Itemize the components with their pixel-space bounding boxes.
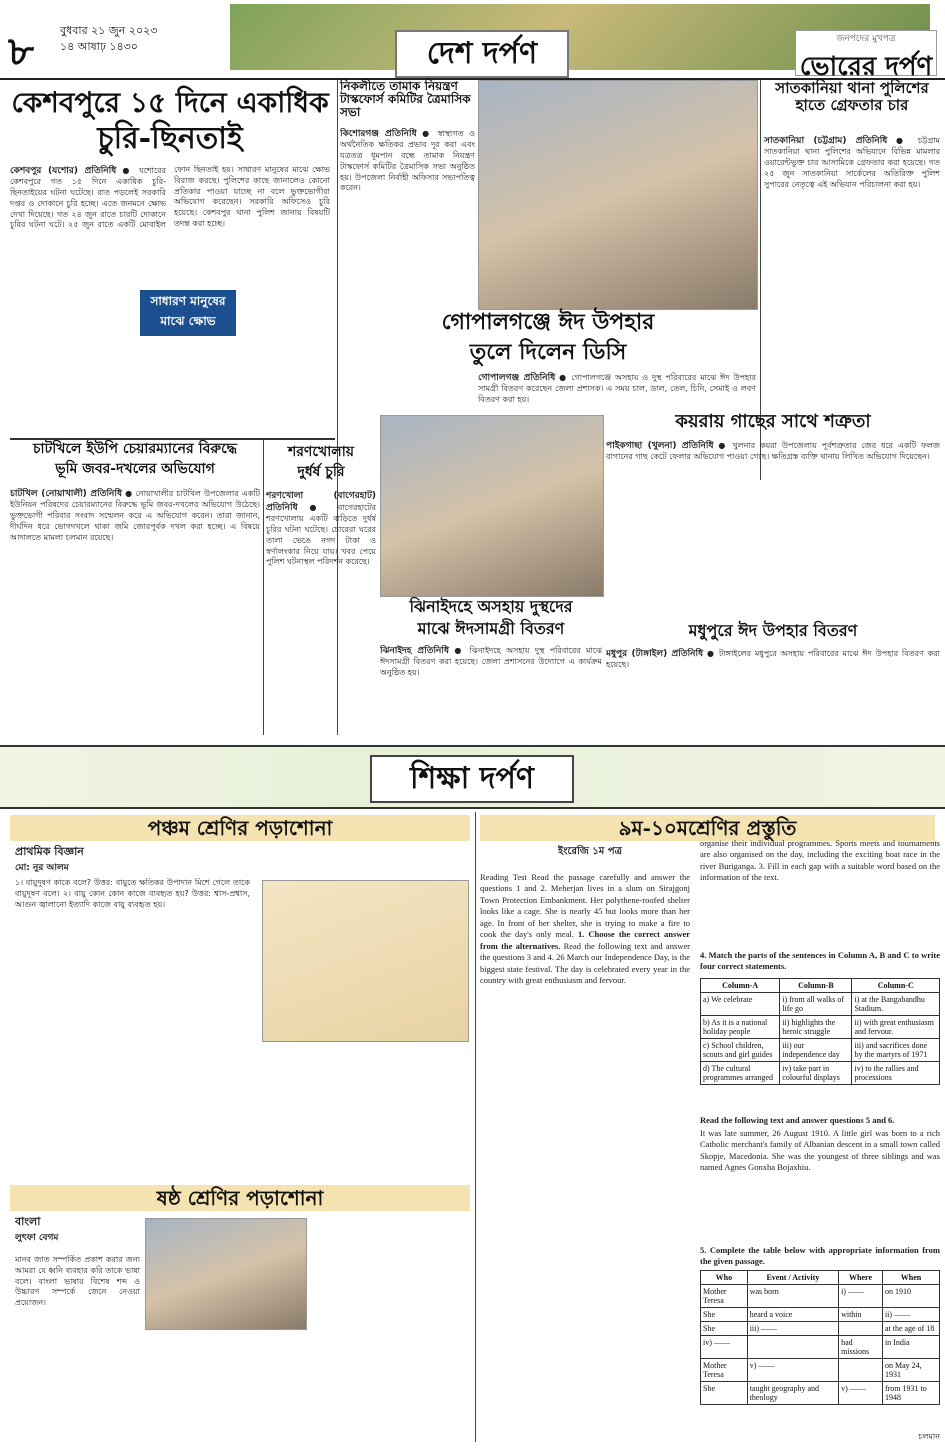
match-cell: i) at the Bangabandhu Stadium. — [852, 993, 940, 1016]
match-cell: a) We celebrate — [701, 993, 780, 1016]
date-line-1: বুধবার ২১ জুন ২০২৩ — [60, 24, 158, 37]
story9-headline: মধুপুরে ঈদ উপহার বিতরণ — [688, 621, 858, 640]
story1-callout: সাধারণ মানুষের মাঝে ক্ষোভ — [140, 290, 236, 336]
brand-name: ভোরের দর্পণ — [799, 52, 933, 82]
table5-cell: v) —— — [747, 1359, 838, 1382]
match-cell: iii) our independence day — [780, 1039, 852, 1062]
story6-byline: শরণখোলা (বাগেরহাট) প্রতিনিধি — [266, 491, 376, 514]
continued-label: চলমান — [918, 1432, 940, 1441]
section-title: দেশ দর্পণ — [395, 30, 569, 78]
table5-cell: in India — [882, 1336, 939, 1359]
class6-subject: বাংলা — [15, 1215, 41, 1228]
match-head-a: Column-A — [701, 979, 780, 993]
match-head-c: Column-C — [852, 979, 940, 993]
story3-headline: সাতকানিয়া থানা পুলিশের হাতে গ্রেফতার চার — [775, 79, 929, 114]
story4-headline-1: গোপালগঞ্জে ঈদ উপহার — [441, 309, 655, 335]
match-cell: iv) take part in colourful displays — [780, 1062, 852, 1085]
read2-title: Read the following text and answer questions 5 and 6. — [700, 1115, 895, 1125]
match-cell: ii) highlights the heroic struggle — [780, 1016, 852, 1039]
class6-title: ষষ্ঠ শ্রেণির পড়াশোনা — [10, 1185, 470, 1211]
story1-byline: কেশবপুর (যশোর) প্রতিনিধি — [10, 166, 117, 176]
story8-headline-2: মাঝে ঈদসামগ্রী বিতরণ — [417, 619, 565, 638]
class6-illustration — [145, 1218, 307, 1330]
story2-body: কিশোরগঞ্জ প্রতিনিধি ● স্বাস্থ্যগত ও অর্থনৈতিক ক্ষতিকর প্রভাব দূর করা এবং যত্রতত্র ধূমপান বন্ধে তামাক নিয়ন্ত্রণ টাস্কফোর্স কমিটির ত্রৈমাসিক সভা অনুষ্ঠিত হয়। উপজেলা নির্বাহী অফিসার সভাপতিত্ব করেন। — [340, 129, 475, 193]
table5-cell: on May 24, 1931 — [882, 1359, 939, 1382]
table5-cell: heard a voice — [747, 1308, 838, 1322]
story7-byline: পাইকগাছা (খুলনা) প্রতিনিধি — [606, 441, 714, 451]
story4-byline: গোপালগঞ্জ প্রতিনিধি — [478, 373, 556, 383]
story7-headline: কয়রায় গাছের সাথে শত্রুতা — [675, 411, 871, 432]
table5-head: Who — [701, 1271, 748, 1285]
class9-subject: ইংরেজি ১ম পত্র — [558, 846, 622, 857]
table5-cell: was born — [747, 1285, 838, 1308]
table5-cell: v) —— — [839, 1382, 883, 1405]
story5-headline-2: ভূমি জবর-দখলের অভিযোগ — [55, 461, 215, 477]
story6-body: শরণখোলা (বাগেরহাট) প্রতিনিধি ● বাগেরহাটের শরণখোলায় একটি বাড়িতে দুর্ধর্ষ চুরির ঘটনা ঘটেছে। চোরেরা ঘরের তালা ভেঙে নগদ টাকা ও স্বর্ণালংকার নিয়ে যায়। খবর পেয়ে পুলিশ ঘটনাস্থল পরিদর্শন করেছে। — [266, 491, 376, 567]
education-banner-title: শিক্ষা দর্পণ — [370, 755, 574, 803]
table5-head: When — [882, 1271, 939, 1285]
class5-body: ১। বায়ুদূষণ কাকে বলে? উত্তর: বায়ুতে ক্ষতিকর উপাদান মিশে গেলে তাকে বায়ুদূষণ বলে। ২। বায়ু কোন কোন কাজে ব্যবহৃত হয়? উত্তর: শ্বাস-প্রশ্বাস, আগুন জ্বালানো ইত্যাদি কাজে বায়ু ব্যবহৃত হয়। — [15, 878, 250, 909]
date-line-2: ১৪ আষাঢ় ১৪৩০ — [60, 40, 138, 53]
brand-logo — [795, 30, 937, 82]
match-head-b: Column-B — [780, 979, 852, 993]
story5-text: নোয়াখালীর চাটখিল উপজেলার একটি ইউনিয়ন পরিষদের চেয়ারম্যানের বিরুদ্ধে ভূমি জবর-দখলের অভিযোগ উঠেছে। ভুক্তভোগী পরিবার সংবাদ সম্মেলন করে এ অভিযোগ করেন। তারা জানান, দীর্ঘদিন ধরে ভোগদখলে থাকা জমি জোরপূর্বক দখল করা হচ্ছে। এ বিষয়ে আদালতে মামলা চলমান রয়েছে। — [10, 489, 260, 542]
table5-cell: iii) —— — [747, 1322, 838, 1336]
story5-byline: চাটখিল (নোয়াখালী) প্রতিনিধি — [10, 489, 123, 499]
class6-teacher: লুৎফা বেগম — [15, 1233, 59, 1243]
match-cell: b) As it is a national holiday people — [701, 1016, 780, 1039]
table5-cell: from 1931 to 1948 — [882, 1382, 939, 1405]
match-table — [700, 978, 940, 1085]
table5-title: 5. Complete the table below with appropriate information from the given passage. — [700, 1245, 940, 1267]
story4-body: গোপালগঞ্জ প্রতিনিধি ● গোপালগঞ্জে অসহায় ও দুস্থ পরিবারের মাঝে ঈদ উপহার সামগ্রী বিতরণ করেছেন জেলা প্রশাসক। এ সময় চাল, ডাল, তেল, চিনি, সেমাই ও লবণ বিতরণ করা হয়। — [478, 373, 756, 404]
story5-body: চাটখিল (নোয়াখালী) প্রতিনিধি ● নোয়াখালীর চাটখিল উপজেলার একটি ইউনিয়ন পরিষদের চেয়ারম্যানের বিরুদ্ধে ভূমি জবর-দখলের অভিযোগ উঠেছে। ভুক্তভোগী পরিবার সংবাদ সম্মেলন করে এ অভিযোগ করেন। তারা জানান, দীর্ঘদিন ধরে ভোগদখলে থাকা জমি জোরপূর্বক দখল করা হচ্ছে। এ বিষয়ে আদালতে মামলা চলমান রয়েছে। — [10, 489, 260, 542]
class5-subject: প্রাথমিক বিজ্ঞান — [15, 845, 84, 858]
table5-head: Where — [839, 1271, 883, 1285]
table5-cell: had missions — [839, 1336, 883, 1359]
page-number: ৮ — [8, 28, 34, 75]
table5-cell: ii) —— — [882, 1308, 939, 1322]
masthead — [0, 0, 945, 80]
story6-text: বাগেরহাটের শরণখোলায় একটি বাড়িতে দুর্ধর্ষ চুরির ঘটনা ঘটেছে। চোরেরা ঘরের তালা ভেঙে নগদ টাকা ও স্বর্ণালংকার নিয়ে যায়। খবর পেয়ে পুলিশ ঘটনাস্থল পরিদর্শন করেছে। — [266, 503, 376, 567]
match-cell: d) The cultural programmes arranged — [701, 1062, 780, 1085]
table5-cell: i) —— — [839, 1285, 883, 1308]
class9-question: 1. Choose the correct answer from the alternatives. — [480, 929, 690, 951]
table5-head: Event / Activity — [747, 1271, 838, 1285]
story8-body: ঝিনাইদহ প্রতিনিধি ● ঝিনাইদহে অসহায় দুস্থ পরিবারের মাঝে ঈদসামগ্রী বিতরণ করা হয়েছে। জেলা প্রশাসনের উদ্যোগে এ কার্যক্রম অনুষ্ঠিত হয়। — [380, 646, 602, 677]
class9-body — [480, 872, 690, 1442]
class6-body: মানব জাত সম্পর্কিত প্রকাশ করার জন্য আমরা যে ধ্বনি ব্যবহার করি তাকে ভাষা বলে। বাংলা ভাষার বিশেষ শব্দ ও উচ্চারণ সম্পর্কে জেনে নেওয়া প্রয়োজন। — [15, 1255, 140, 1308]
table5-cell: on 1910 — [882, 1285, 939, 1308]
table5-cell: taught geography and theology — [747, 1382, 838, 1405]
table5-cell — [839, 1322, 883, 1336]
class5-title: পঞ্চম শ্রেণির পড়াশোনা — [10, 815, 470, 841]
story4-photo — [478, 80, 758, 310]
story6-headline-1: শরণখোলায় — [287, 444, 355, 460]
match-title: 4. Match the parts of the sentences in Column A, B and C to write four correct statements. — [700, 950, 940, 972]
table5-cell: iv) —— — [701, 1336, 748, 1359]
story1-body: কেশবপুর (যশোর) প্রতিনিধি ● যশোরের কেশবপুরে গত ১৫ দিনে একাধিক চুরি-ছিনতাইয়ের ঘটনা ঘটেছে। রাত পড়লেই সরকারি দপ্তর ও দোকানে চুরি হচ্ছে। এতে জনমনে ক্ষোভ দেখা দিয়েছে। গত ২৪ জুন রাতে চারটি দোকানে চুরির ঘটনা ঘটে। ২৫ জুন রাতে একটি মোবাইল ফোন ছিনতাই হয়। সাধারণ মানুষের মাঝে ক্ষোভ বিরাজ করছে। পুলিশের কাছে জানালেও কোনো প্রতিকার পাওয়া যাচ্ছে না বলে ভুক্তভোগীরা অভিযোগ করেছেন। সরকারি অফিসেও চুরি হয়েছে। কেশবপুর থানা পুলিশ জানায় বিষয়টি তদন্ত করা হচ্ছে। — [10, 165, 330, 230]
story9-byline: মধুপুর (টাঙ্গাইল) প্রতিনিধি — [606, 649, 704, 659]
table5-cell: She — [701, 1322, 748, 1336]
story2-headline: নিকলীতে তামাক নিয়ন্ত্রণ টাস্কফোর্স কমিটির ত্রৈমাসিক সভা — [340, 79, 471, 120]
class9-title: ৯ম-১০মশ্রেণির প্রস্তুতি — [480, 815, 935, 841]
story1-headline-1: কেশবপুরে ১৫ দিনে একাধিক — [11, 86, 329, 119]
story4-headline-2: তুলে দিলেন ডিসি — [469, 339, 627, 365]
story3-byline: সাতকানিয়া (চট্টগ্রাম) প্রতিনিধি — [764, 136, 888, 146]
brand-tagline: জনপদের মুখপত্র — [836, 34, 896, 44]
story2-text: স্বাস্থ্যগত ও অর্থনৈতিক ক্ষতিকর প্রভাব দূর করা এবং যত্রতত্র ধূমপান বন্ধে তামাক নিয়ন্ত্রণ টাস্কফোর্স কমিটির ত্রৈমাসিক সভা অনুষ্ঠিত হয়। উপজেলা নির্বাহী অফিসার সভাপতিত্ব করেন। — [340, 129, 475, 193]
story3-text: চট্টগ্রাম সাতকানিয়া থানা পুলিশের অভিযানে বিভিন্ন মামলার ওয়ারেন্টভুক্ত চার আসামিকে গ্রেফতার করা হয়েছে। গত ২৫ জুন সাতকানিয়া সার্কেলের অতিরিক্ত পুলিশ সুপারের নেতৃত্বে এই অভিযান পরিচালনা করা হয়। — [764, 136, 940, 189]
story1-text: যশোরের কেশবপুরে গত ১৫ দিনে একাধিক চুরি-ছিনতাইয়ের ঘটনা ঘটেছে। রাত পড়লেই সরকারি দপ্তর ও দোকানে চুরি হচ্ছে। এতে জনমনে ক্ষোভ দেখা দিয়েছে। গত ২৪ জুন রাতে চারটি দোকানে চুরির ঘটনা ঘটে। ২৫ জুন রাতে একটি মোবাইল ফোন ছিনতাই হয়। সাধারণ মানুষের মাঝে ক্ষোভ বিরাজ করছে। পুলিশের কাছে জানালেও কোনো প্রতিকার পাওয়া যাচ্ছে না বলে ভুক্তভোগীরা অভিযোগ করেছেন। সরকারি অফিসেও চুরি হয়েছে। কেশবপুর থানা পুলিশ জানায় বিষয়টি তদন্ত করা হচ্ছে। — [10, 165, 330, 230]
class9-passage2: Read the following text and answer the questions 3 and 4. 26 March our Independence Day, is the biggest state festival. The day is celebrated every year in the country with great enthusiasm and fervour. — [480, 940, 690, 986]
story8-headline-1: ঝিনাইদহে অসহায় দুস্থদের — [409, 597, 573, 616]
class5-illustration — [262, 880, 469, 1042]
table5-cell: at the age of 18 — [882, 1322, 939, 1336]
story9-text: টাঙ্গাইলের মধুপুরে অসহায় পরিবারের মাঝে ঈদ উপহার বিতরণ করা হয়েছে। — [606, 649, 940, 670]
story6-headline-2: দুর্ধর্ষ চুরি — [297, 464, 345, 480]
class9-col2: organise their individual programmes. Sports meets and tournaments are also organised on the day, including the exciting boat race in the river Buriganga. 3. Fill in each gap with a suitable word based on the information of the text. — [700, 838, 940, 883]
story1-headline-2: চুরি-ছিনতাই — [97, 121, 243, 156]
table5-cell — [839, 1359, 883, 1382]
table5 — [700, 1270, 940, 1405]
divider — [263, 440, 264, 735]
match-cell: i) from all walks of life go — [780, 993, 852, 1016]
table5-cell: She — [701, 1382, 748, 1405]
match-cell: iii) and sacrifices done by the martyrs of 1971 — [852, 1039, 940, 1062]
story5-headline-1: চাটখিলে ইউপি চেয়ারম্যানের বিরুদ্ধে — [32, 441, 238, 457]
story7-text: খুলনার কয়রা উপজেলায় পূর্বশত্রুতার জের ধরে একটি ফলজ বাগানের গাছ কেটে ফেলার অভিযোগ পাওয়া গেছে। ক্ষতিগ্রস্ত ব্যক্তি থানায় লিখিত অভিযোগ দিয়েছেন। — [606, 441, 940, 462]
table5-cell: She — [701, 1308, 748, 1322]
story3-body: সাতকানিয়া (চট্টগ্রাম) প্রতিনিধি ● চট্টগ্রাম সাতকানিয়া থানা পুলিশের অভিযানে বিভিন্ন মামলার ওয়ারেন্টভুক্ত চার আসামিকে গ্রেফতার করা হয়েছে। গত ২৫ জুন সাতকানিয়া সার্কেলের অতিরিক্ত পুলিশ সুপারের নেতৃত্বে এই অভিযান পরিচালনা করা হয়। — [764, 136, 940, 189]
story8-text: ঝিনাইদহে অসহায় দুস্থ পরিবারের মাঝে ঈদসামগ্রী বিতরণ করা হয়েছে। জেলা প্রশাসনের উদ্যোগে এ কার্যক্রম অনুষ্ঠিত হয়। — [380, 646, 602, 677]
match-cell: iv) to the rallies and processions — [852, 1062, 940, 1085]
story4-text: গোপালগঞ্জে অসহায় ও দুস্থ পরিবারের মাঝে ঈদ উপহার সামগ্রী বিতরণ করেছেন জেলা প্রশাসক। এ সময় চাল, ডাল, তেল, চিনি, সেমাই ও লবণ বিতরণ করা হয়। — [478, 373, 756, 404]
story9-body: মধুপুর (টাঙ্গাইল) প্রতিনিধি ● টাঙ্গাইলের মধুপুরে অসহায় পরিবারের মাঝে ঈদ উপহার বিতরণ করা হয়েছে। — [606, 649, 940, 670]
match-cell: ii) with great enthusiasm and fervour. — [852, 1016, 940, 1039]
table5-cell — [747, 1336, 838, 1359]
story7-body: পাইকগাছা (খুলনা) প্রতিনিধি ● খুলনার কয়রা উপজেলায় পূর্বশত্রুতার জের ধরে একটি ফলজ বাগানের গাছ কেটে ফেলার অভিযোগ পাওয়া গেছে। ক্ষতিগ্রস্ত ব্যক্তি থানায় লিখিত অভিযোগ দিয়েছেন। — [606, 441, 940, 462]
match-cell: c) School children, scouts and girl guides — [701, 1039, 780, 1062]
divider — [10, 438, 335, 440]
story8-photo — [380, 415, 604, 597]
story2-byline: কিশোরগঞ্জ প্রতিনিধি — [340, 129, 417, 139]
story8-byline: ঝিনাইদহ প্রতিনিধি — [380, 646, 450, 656]
class9-passage: Reading Test Read the passage carefully and answer the questions 1 and 2. Meherjan lives in a slum on Sirajgonj Town Protection Embankment. Her polythene-roofed shelter looks like a cage. She is nearly 45 but looks more than her age. In front of her shelter, she is trying to make a fire to cook the day's only meal. — [480, 872, 690, 940]
table5-cell: Mother Teresa — [701, 1359, 748, 1382]
read2-body: It was late summer, 26 August 1910. A little girl was born to a rich Catholic merchant's family of Albanian descent in a small town called Skopje, Macedonia. She was the youngest of three siblings and was named Agnes Gonxha Bojaxhiu. — [700, 1128, 940, 1173]
divider — [475, 812, 476, 1442]
class5-teacher: মো: নুর আলম — [15, 863, 69, 873]
table5-cell: within — [839, 1308, 883, 1322]
table5-cell: Mother Teresa — [701, 1285, 748, 1308]
